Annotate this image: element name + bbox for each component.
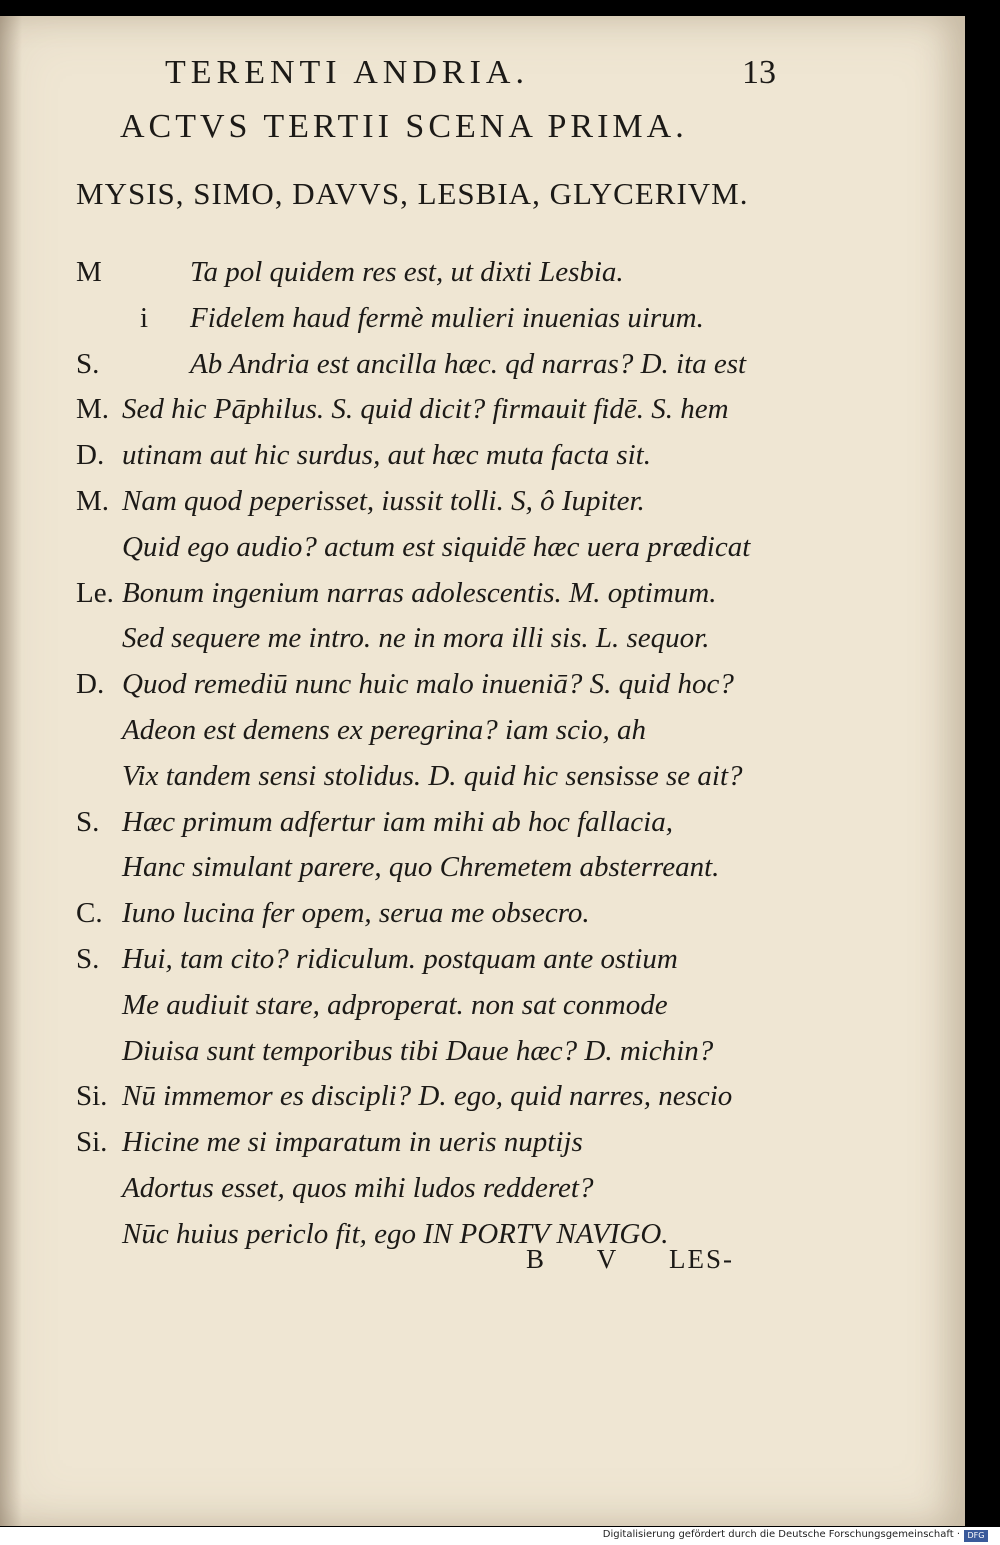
verse-text: Hæc primum adfertur iam mihi ab hoc fallacia, xyxy=(122,805,673,838)
speaker-abbreviation: Le. xyxy=(76,576,114,609)
verse-text: Quod remediū nunc huic malo inueniā? S. quid hoc? xyxy=(122,668,734,701)
digitization-footer xyxy=(0,1527,1000,1545)
speaker-abbreviation: Si. xyxy=(76,1126,108,1159)
verse-text: Nūc huius periclo fit, ego IN PORTV NAVIGO. xyxy=(122,1217,669,1250)
verse-text: Ab Andria est ancilla hæc. qd narras? D. ita est xyxy=(190,347,747,380)
speaker-abbreviation: D. xyxy=(76,668,105,701)
verse-text: Bonum ingenium narras adolescentis. M. optimum. xyxy=(122,576,717,609)
verse-text: Nū immemor es discipli? D. ego, quid narres, nescio xyxy=(122,1080,733,1113)
verse-text: Hanc simulant parere, quo Chremetem absterreant. xyxy=(122,851,720,884)
verse-text: Fidelem haud fermè mulieri inuenias uirum. xyxy=(190,301,704,334)
verse-text: Sed sequere me intro. ne in mora illi sis. L. sequor. xyxy=(122,622,710,655)
verse-text: Ta pol quidem res est, ut dixti Lesbia. xyxy=(190,256,624,288)
speaker-abbreviation: M xyxy=(76,256,102,288)
running-head: TERENTI ANDRIA. xyxy=(165,54,529,91)
speaker-abbreviation: M. xyxy=(76,393,110,426)
catchword-part: LES- xyxy=(669,1244,735,1274)
verse-text: Sed hic Pāphilus. S. quid dicit? firmauit fidē. S. hem xyxy=(122,393,729,426)
verse-text: Quid ego audio? actum est siquidē hæc uera prædicat xyxy=(122,530,751,563)
speaker-abbreviation: D. xyxy=(76,439,105,472)
verse-text: Iuno lucina fer opem, serua me obsecro. xyxy=(122,897,590,930)
catchword-part: V xyxy=(596,1244,619,1274)
verse-text: Adortus esset, quos mihi ludos redderet? xyxy=(122,1172,594,1204)
speaker-abbreviation: Si. xyxy=(76,1080,108,1113)
dfg-logo: DFG xyxy=(964,1530,988,1542)
catchword xyxy=(526,1244,776,1275)
speaker-abbreviation: S. xyxy=(76,943,100,975)
verse-text: Nam quod peperisset, iussit tolli. S, ô Iupiter. xyxy=(122,485,645,517)
book-page xyxy=(0,16,965,1526)
verse-text: Hui, tam cito? ridiculum. postquam ante ostium xyxy=(122,943,678,975)
page-gutter-shadow xyxy=(0,16,22,1526)
footer-credit: Digitalisierung gefördert durch die Deutsche Forschungsgemeinschaft · xyxy=(602,1529,960,1540)
scene-title: ACTVS TERTII SCENA PRIMA. xyxy=(120,108,688,145)
speaker-abbreviation: i xyxy=(140,301,149,334)
catchword-part: B xyxy=(526,1244,547,1274)
verse-text: Adeon est demens ex peregrina? iam scio, ah xyxy=(122,714,647,746)
speaker-abbreviation: M. xyxy=(76,485,110,517)
character-list: MYSIS, SIMO, DAVVS, LESBIA, GLYCERIVM. xyxy=(76,176,749,211)
verse-text: Diuisa sunt temporibus tibi Daue hæc? D. michin? xyxy=(122,1034,714,1067)
verse-text: Me audiuit stare, adproperat. non sat conmode xyxy=(122,988,668,1021)
speaker-abbreviation: S. xyxy=(76,805,100,838)
verse-text: Hicine me si imparatum in ueris nuptijs xyxy=(122,1126,583,1159)
speaker-abbreviation: S. xyxy=(76,347,100,380)
page-number: 13 xyxy=(742,54,776,91)
speaker-abbreviation: C. xyxy=(76,897,103,930)
verse-text: Vix tandem sensi stolidus. D. quid hic sensisse se ait? xyxy=(122,759,743,792)
verse-text: utinam aut hic surdus, aut hæc muta facta sit. xyxy=(122,439,651,472)
